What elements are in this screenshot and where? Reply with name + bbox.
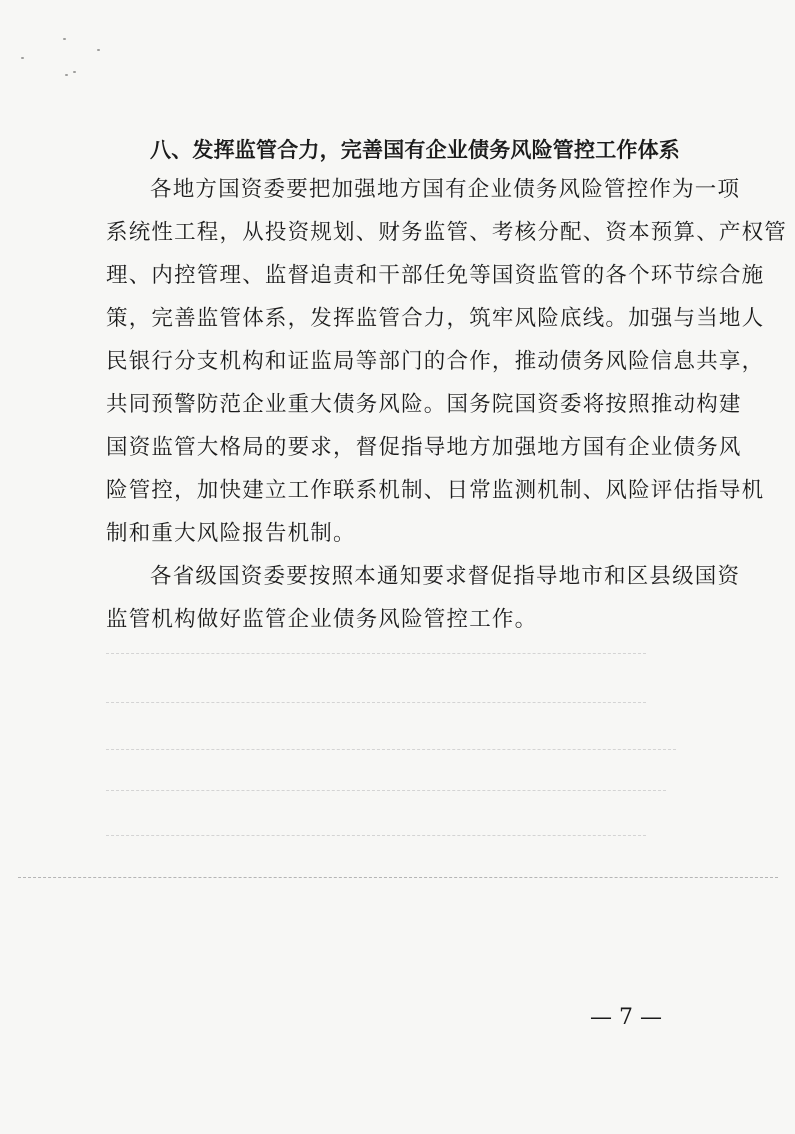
page-number: — 7 — bbox=[590, 1005, 662, 1030]
scan-speck bbox=[73, 71, 76, 73]
faint-scan-line bbox=[106, 653, 646, 654]
paragraph-1-line-7: 国资监管大格局的要求，督促指导地方加强地方国有企业债务风 bbox=[106, 435, 742, 460]
scan-speck bbox=[65, 74, 68, 76]
scan-speck bbox=[63, 38, 66, 40]
scan-speck bbox=[21, 57, 24, 59]
paragraph-1-line-4: 策，完善监管体系，发挥监管合力，筑牢风险底线。加强与当地人 bbox=[106, 306, 765, 331]
faint-scan-line bbox=[106, 835, 646, 836]
scan-speck bbox=[97, 49, 100, 51]
faint-scan-line bbox=[106, 749, 676, 750]
paragraph-1-line-5: 民银行分支机构和证监局等部门的合作，推动债务风险信息共享， bbox=[106, 349, 765, 374]
paragraph-1-line-8: 险管控，加快建立工作联系机制、日常监测机制、风险评估指导机 bbox=[106, 478, 765, 503]
faint-scan-line bbox=[106, 702, 646, 703]
faint-scan-line bbox=[106, 790, 666, 791]
paragraph-2-line-2: 监管机构做好监管企业债务风险管控工作。 bbox=[106, 607, 538, 632]
paragraph-1-line-3: 理、内控管理、监督追责和干部任免等国资监管的各个环节综合施 bbox=[106, 263, 765, 288]
bottom-separator-line bbox=[18, 877, 778, 878]
paragraph-1-line-9: 制和重大风险报告机制。 bbox=[106, 521, 356, 546]
paragraph-1-line-2: 系统性工程，从投资规划、财务监管、考核分配、资本预算、产权管 bbox=[106, 220, 788, 245]
section-heading: 八、发挥监管合力，完善国有企业债务风险管控工作体系 bbox=[150, 138, 680, 162]
paragraph-1-line-1: 各地方国资委要把加强地方国有企业债务风险管控作为一项 bbox=[150, 177, 741, 202]
paragraph-2-line-1: 各省级国资委要按照本通知要求督促指导地市和区县级国资 bbox=[150, 564, 741, 589]
paragraph-1-line-6: 共同预警防范企业重大债务风险。国务院国资委将按照推动构建 bbox=[106, 392, 742, 417]
